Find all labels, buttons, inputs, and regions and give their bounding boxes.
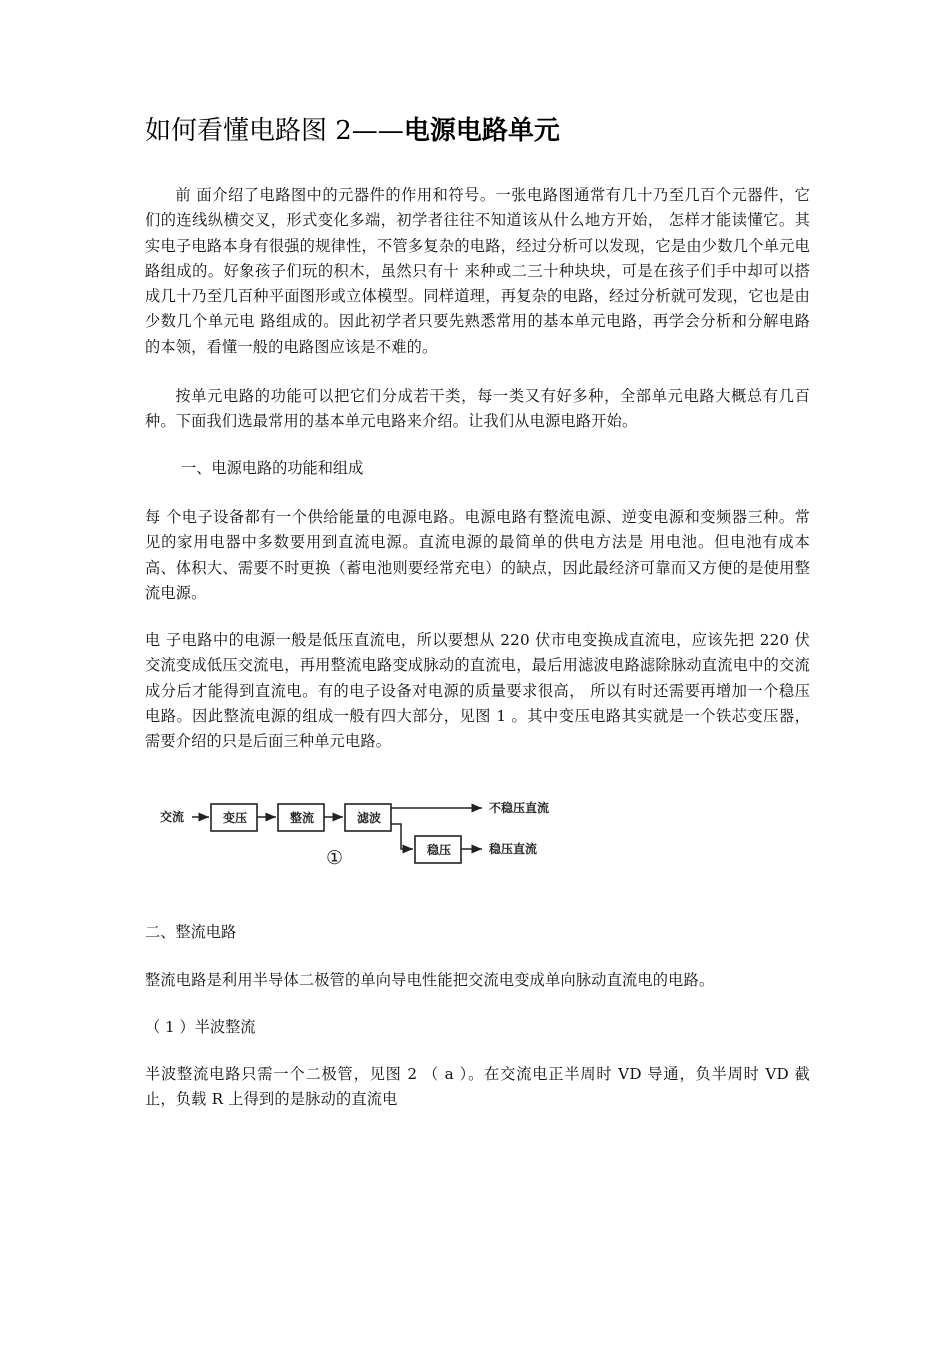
block-regulator-label: 稳压 <box>427 843 452 857</box>
block-transformer-label: 变压 <box>223 811 248 825</box>
figure-number-label: ① <box>326 847 344 869</box>
section-heading-2: 二、整流电路 <box>145 923 237 941</box>
paragraph-intro: 前 面介绍了电路图中的元器件的作用和符号。一张电路图通常有几十乃至几百个元器件，它们的连线纵横交叉，形式变化多端，初学者往往不知道该从什么地方开始， 怎样才能读懂它。其实电子电路本身有很强的规律性，不管多复杂的电路，经过分析可以发现，它是由少数几个单元电路组成的。好象孩子们玩的积木，虽然只有十 来种或二三十种块块，可是在孩子们手中却可以搭成几十乃至几百种平面图形或立体模型。同样道理，再复杂的电路，经过分析就可发现，它也是由少数几个单元电 路组成的。因此初学者只要先熟悉常用的基本单元电路，再学会分析和分解电路的本领，看懂一般的电路图应该是不难的。 <box>145 186 810 356</box>
page-title <box>145 113 845 149</box>
paragraph-half-wave: 半波整流电路只需一个二极管，见图 2 （ a ）。在交流电正半周时 VD 导通，负半周时 VD 截止，负载 R 上得到的是脉动的直流电 <box>145 1065 810 1109</box>
subsection-heading-half-wave: （ 1 ）半波整流 <box>145 1018 256 1036</box>
block-rectifier-label: 整流 <box>290 811 315 825</box>
arrow-to-regulator <box>391 824 413 849</box>
output-unregulated-label: 不稳压直流 <box>489 801 550 815</box>
output-regulated-label: 稳压直流 <box>489 842 538 856</box>
block-filter-label: 滤波 <box>357 811 382 825</box>
section-heading-1: 一、电源电路的功能和组成 <box>181 459 364 477</box>
title-bold: 电源电路单元 <box>403 116 560 146</box>
paragraph-rectifier-definition: 整流电路是利用半导体二极管的单向导电性能把交流电变成单向脉动直流电的电路。 <box>145 971 715 989</box>
paragraph-classification: 按单元电路的功能可以把它们分成若干类，每一类又有好多种，全部单元电路大概总有几百种。下面我们选最常用的基本单元电路来介绍。让我们从电源电路开始。 <box>145 387 810 431</box>
diagram-input-label: 交流 <box>160 810 185 824</box>
figure-1-block-diagram <box>145 790 605 880</box>
paragraph-power-function: 每 个电子设备都有一个供给能量的电源电路。电源电路有整流电源、逆变电源和变频器三种。常见的家用电器中多数要用到直流电源。直流电源的最简单的供电方法是 用电池。但电池有成本高、体积大、需要不时更换（蓄电池则要经常充电）的缺点，因此最经济可靠而又方便的是使用整流电源。 <box>145 508 810 602</box>
title-normal: 如何看懂电路图 2—— <box>145 116 404 146</box>
paragraph-power-composition: 电 子电路中的电源一般是低压直流电，所以要想从 220 伏市电变换成直流电，应该先把 220 伏交流变成低压交流电，再用整流电路变成脉动的直流电，最后用滤波电路滤除脉动直流电中的交流成分后才能得到直流电。有的电子设备对电源的质量要求很高， 所以有时还需要再增加一个稳压电路。因此整流电源的组成一般有四大部分，见图 1 。其中变压电路其实就是一个铁芯变压器，需要介绍的只是后面三种单元电路。 <box>145 631 810 751</box>
